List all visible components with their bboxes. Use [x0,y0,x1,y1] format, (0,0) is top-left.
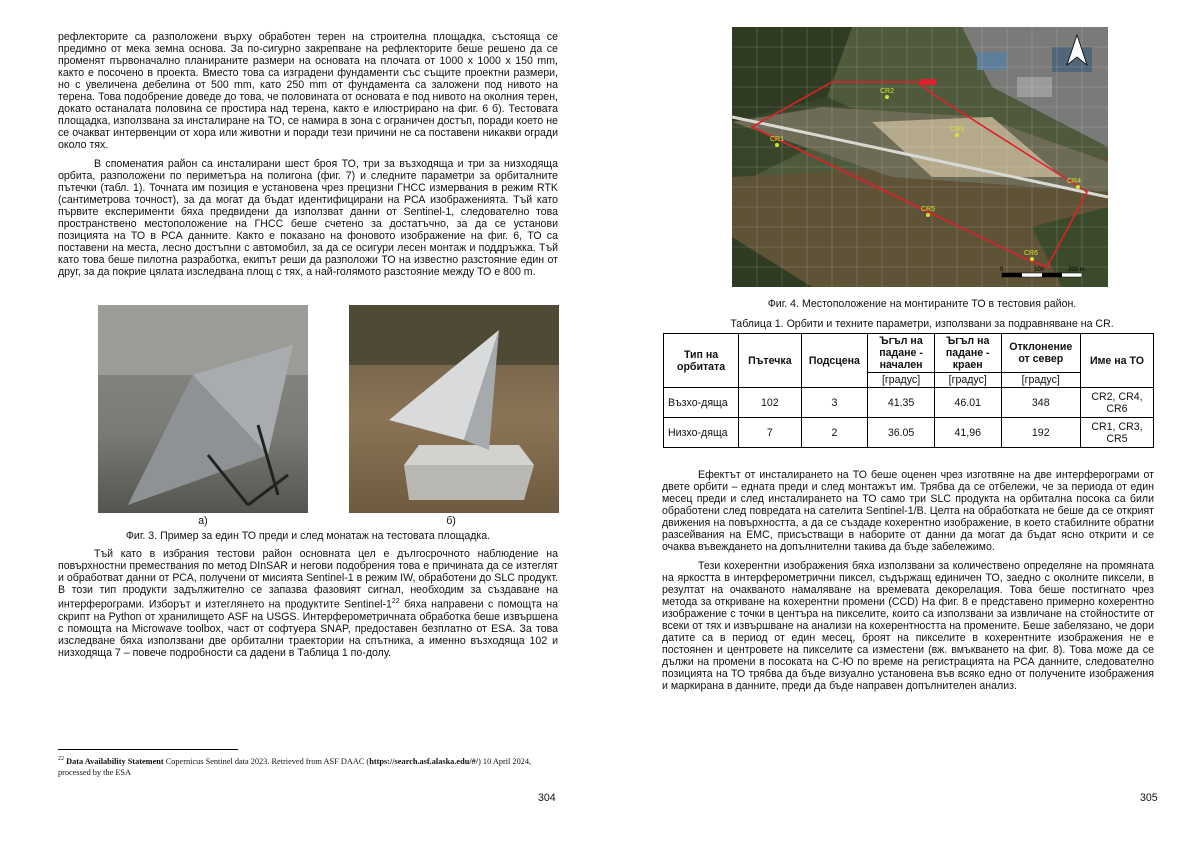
table-header: Пътечка [739,334,801,388]
orbits-table [663,333,1154,448]
table-cell: 36.05 [868,418,935,448]
photo-a-label: а) [198,515,208,527]
cr-label-5: CR5 [921,206,936,213]
page-number-left: 304 [538,792,556,804]
cr-label-3: CR3 [950,126,965,133]
scale-label-0: 0 [1000,267,1004,273]
cr-label-6: CR6 [1024,250,1039,257]
satellite-map [732,27,1108,287]
cr-label-1: CR1 [770,136,785,143]
table-cell: 3 [801,388,868,418]
right-page [600,0,1200,849]
page-number-right: 305 [1140,792,1158,804]
table-cell: 2 [801,418,868,448]
table-cell: Низхо-дяща [664,418,739,448]
table-unit: [градус] [934,373,1001,388]
table-cell: 41,96 [934,418,1001,448]
cr-label-4: CR4 [1067,178,1082,185]
table-header: Име на ТО [1080,334,1153,388]
table-cell: 192 [1001,418,1080,448]
building-marker [920,79,936,85]
paragraph-5: Тези кохерентни изображения бяха използвани за количествено определяне на промяната на яркостта в интерферометрични пиксел, съдържащ единичен ТО, заедно с околните пиксели, в резултат на очакваното намаляване на времевата декорелация. Това беше постигнато чрез метода за откриване на кохерентни промени (CCD) На фиг. 8 е представено примерно кохерентно изображение с точки в центъра на пикселите, които са използвани за извличане на стойностите от всеки от тях и извършване на анализи на кохерентността на промените. Беше забелязано, че дори датите са в период от един месец, броят на пикселите в кохерентните изображения не е постоянен и центровете на пикселите са изместени (вж. вмъкването на фиг. 8). Това може да се дължи на промени в посоката на С-Ю по време на регистрацията на РСА данните, следователно позицията на ТО трябва да бъде визуално установена във всяко едно от получените изображения и маркирана в данните, преди да бъде направен допълнителен анализ. [662,560,1154,693]
scale-label-200: 200 m [1068,267,1085,273]
scale-label-100: 100 [1034,267,1045,273]
table-header: Ъгъл на падане - начален [868,334,935,373]
paragraph-1: рефлекторите са разположени върху обработен терен на строителна площадка, състояща се предимно от мека земна основа. За по-сигурно закрепване на рефлекторите беше решено да се променят първоначално планираните размери на основата на плочата от 1000 x 1000 x 150 mm, както е посочено в проекта. Вместо това са изградени фундаменти със същите проектни размери, но с увеличена дебелина от 500 mm, като 250 mm от фундамента са заложени под нивото на терена. Това подобрение доведе до това, че половината от основата е под нивото на околния терен, докато останалата половина се простира над терена, както е илюстрирано на фиг. 6 б). Тестовата площадка, използвана за инсталиране на ТО, се намира в зона с ограничен достъп, поради което не се очакват интервенции от хора или животни и поради тези причини не са поставени никакви огради около тях. [58,31,558,152]
table-cell: CR2, CR4, CR6 [1080,388,1153,418]
table-row [664,388,1154,418]
table-cell: 102 [739,388,801,418]
photo-b-label: б) [446,515,456,527]
table-unit: [градус] [1001,373,1080,388]
table-unit: [градус] [868,373,935,388]
reflector-before-illustration [98,305,308,513]
map-illustration [732,27,1108,287]
footnote-divider [58,749,238,750]
footnote-text-1: Copernicus Sentinel data 2023. Retrieved from ASF DAAC ( [163,756,370,766]
footnote-link[interactable]: https://search.asf.alaska.edu/#/ [369,756,479,766]
paragraph-3-part-a: Тъй като в избрания тестови район основната цел е дългосрочното наблюдение на повърхностни премествания по метод DInSAR и негови подобрения това е причината да се изтеглят и обработват данни от РСА, получени от мисията Sentinel-1 в режим IW, обработени до SLC продукт. В този тип продукти задължително се запазва фазовият сигнал, необходим за създаване на интерферограми. Изборът и изтеглянето на продуктите Sentinel-1 [58,548,558,611]
table-header: Подсцена [801,334,868,388]
table-header: Отклонение от север [1001,334,1080,373]
footnote-bold: Data Availability Statement [66,756,164,766]
table-header: Тип на орбитата [664,334,739,388]
table-row [664,418,1154,448]
table-header-row [664,334,1154,373]
fig4-caption: Фиг. 4. Местоположение на монтираните ТО в тестовия район. [767,298,1077,310]
table1-caption: Таблица 1. Орбити и техните параметри, използвани за подравняване на CR. [730,318,1114,330]
footnote-text-2: ) 10 April 2024, processed by the ESA [58,756,532,777]
footnote-number: 22 [58,756,64,762]
fig3-caption: Фиг. 3. Пример за един ТО преди и след монатаж на тестовата площадка. [125,530,491,542]
table-cell: 348 [1001,388,1080,418]
paragraph-3-part-b: бяха направени с помощта на скрипт на Python от хранилището ASF на USGS. Интерферометричната обработка беше извършена с помощта на Microwave toolbox, част от софтуера SNAP, предоставен безплатно от ESA. За това изследване бяха използвани две орбитални траектории на спътника, а именно възходяща 102 и низходяща 7 – повече подробности са дадени в Таблица 1 по-долу. [58,598,558,659]
table-cell: CR1, CR3, CR5 [1080,418,1153,448]
table-cell: 41.35 [868,388,935,418]
paragraph-2: В споменатия район са инсталирани шест броя ТО, три за възходяща и три за низходяща орбита, разположени по периметъра на полигона (фиг. 7) и следните параметри за орбиталните пътечки (табл. 1). Точната им позиция е установена чрез прецизни ГНСС измервания в режим RTK (сантиметрова точност), за да могат да бъдат идентифицирани на РСА изображенията. Тъй като първите експерименти бяха предвидени да използват данни от Sentinel-1, следователно това пространствено местоположение на ГНСС беше счетено за достатъчно, за да се установи позицията на ТО в РСА данните. Както е показано на фоновото изображение на фиг. 6, ТО са поставени на места, лесно достъпни с автомобил, за да се осигури лесен монтаж и поддръжка. Тъй като това беше пилотна разработка, екипът реши да разположи ТО на известно разстояние един от друг, за да покрие цялата изследвана площ с тях, а най-голямото разстояние между ТО е 800 m. [58,158,558,279]
footnote-ref: 22 [391,598,400,606]
paragraph-3 [58,548,558,659]
photo-reflector-after [349,305,559,513]
table-header: Ъгъл на падане - краен [934,334,1001,373]
reflector-after-illustration [349,305,559,513]
table-cell: 7 [739,418,801,448]
paragraph-4: Ефектът от инсталирането на ТО беше оценен чрез изготвяне на две интерферограми от двете орбити – едната преди и след монтажът им. Трябва да се отбележи, че за периода от един месец преди и след инсталирането на ТО само три SLC продукта на орбитална посока са били обработени след повредата на сателита Sentinel-1/B. Целта на обработката не беше да се открият движения на повърхността, а да се създаде кохерентно изображение, в което стабилните обратни разсейвания на ЕМС, присъстващи в наборите от данни да могат да бъдат ясно открити и се очаква въвеждането на допълнителни такива да бъде забележимо. [662,469,1154,554]
photo-reflector-before [98,305,308,513]
footnote [58,754,558,778]
table-cell: Възхо-дяща [664,388,739,418]
cr-label-2: CR2 [880,88,895,95]
table-cell: 46.01 [934,388,1001,418]
